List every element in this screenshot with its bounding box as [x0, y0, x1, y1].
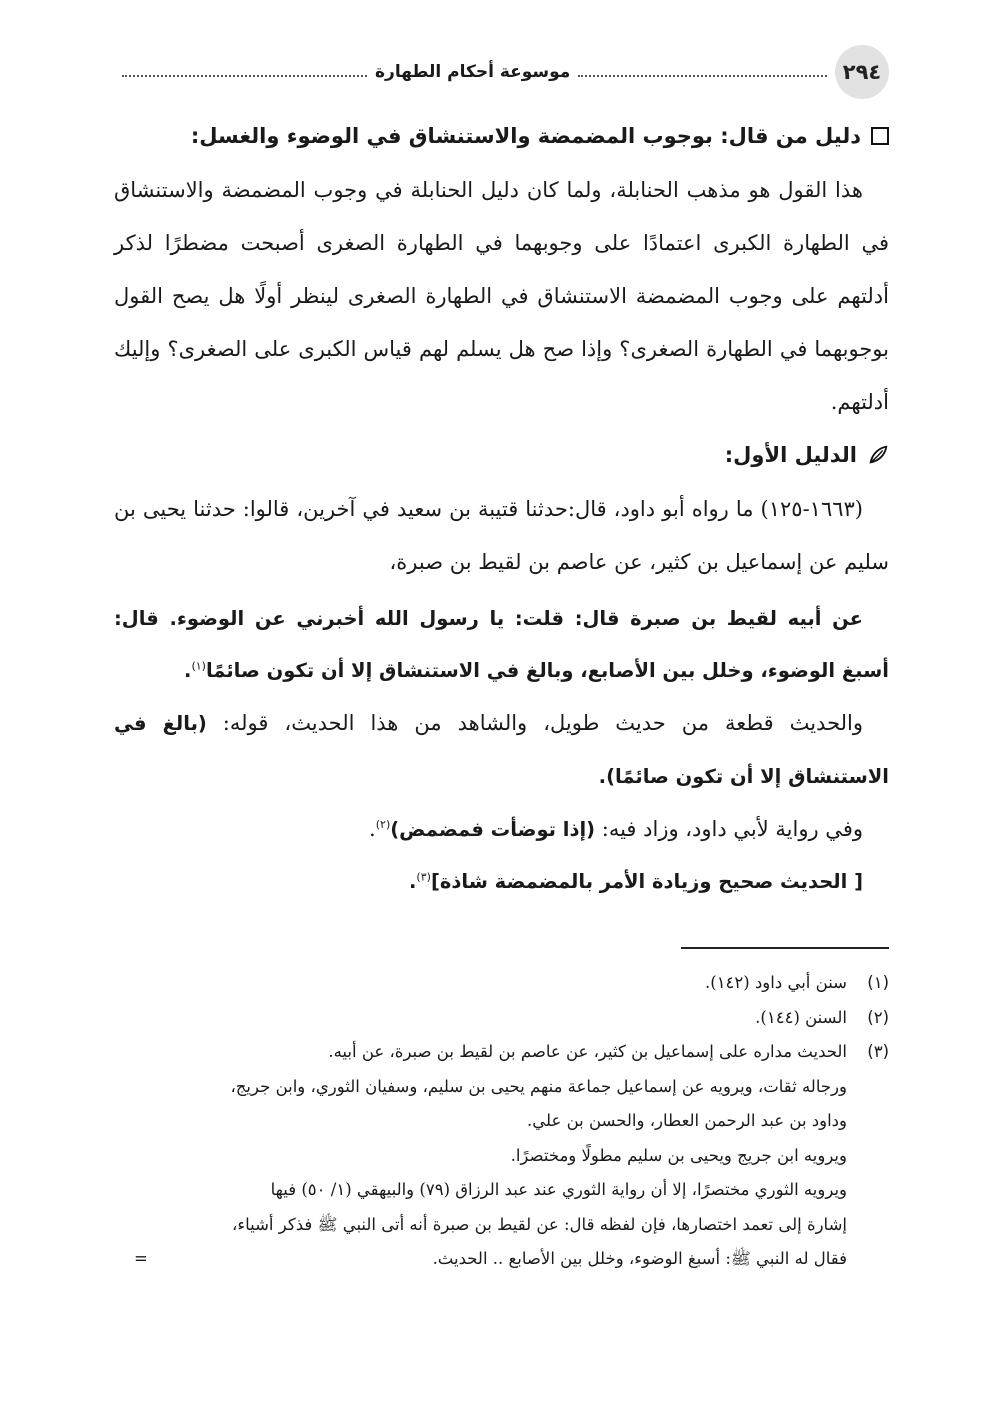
footnote-text: سنن أبي داود (١٤٢).	[705, 973, 847, 992]
verdict-text: [ الحديث صحيح وزيادة الأمر بالمضمضة شاذة]	[430, 870, 863, 893]
square-bullet-icon	[871, 127, 889, 145]
footnote-text: السنن (١٤٤).	[755, 1007, 847, 1027]
footnote-ref-2[interactable]: (٢)	[375, 818, 391, 831]
footnote-separator	[681, 947, 889, 949]
footnote-continuation: ويرويه الثوري مختصرًا، إلا أن رواية الثوري عند عبد الرزاق (٧٩) والبيهقي (١/ ٥٠) فيها	[270, 1180, 847, 1199]
footnote-continuation: إشارة إلى تعمد اختصارها، فإن لفظه قال: عن لقيط بن صبرة أنه أتى النبي ﷺ فذكر أشياء،	[232, 1214, 847, 1234]
intro-paragraph: هذا القول هو مذهب الحنابلة، ولما كان دليل الحنابلة في وجوب المضمضة والاستنشاق في الطهارة الكبرى اعتمادًا على وجوبهما في الطهارة الصغرى أصبحت مضطرًا لذكر أدلتهم على وجوب المضمضة الاستنشاق في الطهارة الصغرى لينظر أولًا هل يصح القول بوجوبهما في الطهارة الصغرى؟ وإذا صح هل يسلم لهم قياس الكبرى على الصغرى؟ وإليك أدلتهم.	[114, 178, 889, 414]
narration-end: .	[369, 817, 376, 841]
page-header	[114, 44, 889, 100]
witness-quote: (بالغ في الاستنشاق إلا أن تكون صائمًا).	[114, 712, 889, 788]
hadith-paragraph	[114, 593, 889, 697]
leaf-ornament-icon	[867, 444, 889, 466]
verdict-paragraph	[114, 856, 889, 908]
footnote-continuation: ويرويه ابن جريج ويحيى بن سليم مطولًا ومختصرًا.	[510, 1145, 847, 1165]
book-title: موسوعة أحكام الطهارة	[375, 62, 571, 82]
evidence-heading-text: الدليل الأول:	[724, 443, 857, 467]
footnote-continuation-last	[114, 1242, 889, 1277]
footnote-continuation: وداود بن عبد الرحمن العطار، والحسن بن علي.	[527, 1111, 847, 1130]
header-dotted-leader	[578, 75, 827, 77]
hadith-text: عن أبيه لقيط بن صبرة قال: قلت: يا رسول الله أخبرني عن الوضوء. قال: أسبغ الوضوء، وخلل بين الأصابع، وبالغ في الاستنشاق إلا أن تكون صائمًا	[114, 607, 889, 682]
footnote-text: الحديث مداره على إسماعيل بن كثير، عن عاصم بن لقيط بن صبرة، عن أبيه.	[328, 1042, 847, 1061]
footnote-item	[114, 1035, 889, 1070]
section-heading	[114, 116, 889, 156]
isnad-paragraph: (١٦٦٣-١٢٥) ما رواه أبو داود، قال:حدثنا قتيبة بن سعيد في آخرين، قالوا: حدثنا يحيى بن سليم عن إسماعيل بن كثير، عن عاصم بن لقيط بن صبرة،	[114, 497, 889, 574]
footnote-ref-1[interactable]: (١)	[191, 659, 206, 673]
footnote-item	[114, 1001, 889, 1036]
footnote-last-line: فقال له النبي ﷺ: أسبغ الوضوء، وخلل بين الأصابع .. الحديث.	[432, 1249, 847, 1268]
page-number: ٢٩٤	[835, 45, 889, 99]
footnote-number: (٢)	[867, 1007, 889, 1027]
continued-marker: =	[134, 1249, 148, 1268]
evidence-heading	[114, 435, 889, 475]
footnote-number: (٣)	[867, 1042, 889, 1061]
footnotes	[114, 966, 889, 1277]
narration-paragraph	[114, 803, 889, 856]
footnote-ref-3[interactable]: (٣)	[416, 870, 431, 884]
header-dotted-leader-left	[122, 75, 367, 77]
section-heading-text: دليل من قال: بوجوب المضمضة والاستنشاق في الوضوء والغسل:	[190, 124, 861, 148]
footnote-number: (١)	[867, 973, 889, 992]
narration-quote: (إذا توضأت فمضمض)	[390, 818, 596, 841]
witness-paragraph	[114, 697, 889, 803]
verdict-end: .	[409, 870, 417, 893]
main-text	[114, 110, 889, 908]
witness-text: والحديث قطعة من حديث طويل، والشاهد من هذا الحديث، قوله:	[206, 711, 864, 735]
hadith-end: .	[184, 659, 192, 682]
narration-text: وفي رواية لأبي داود، وزاد فيه:	[595, 817, 863, 841]
footnote-continuation: ورجاله ثقات، ويرويه عن إسماعيل جماعة منهم يحيى بن سليم، وسفيان الثوري، وابن جريج،	[230, 1076, 847, 1096]
footnote-item	[114, 966, 889, 1001]
